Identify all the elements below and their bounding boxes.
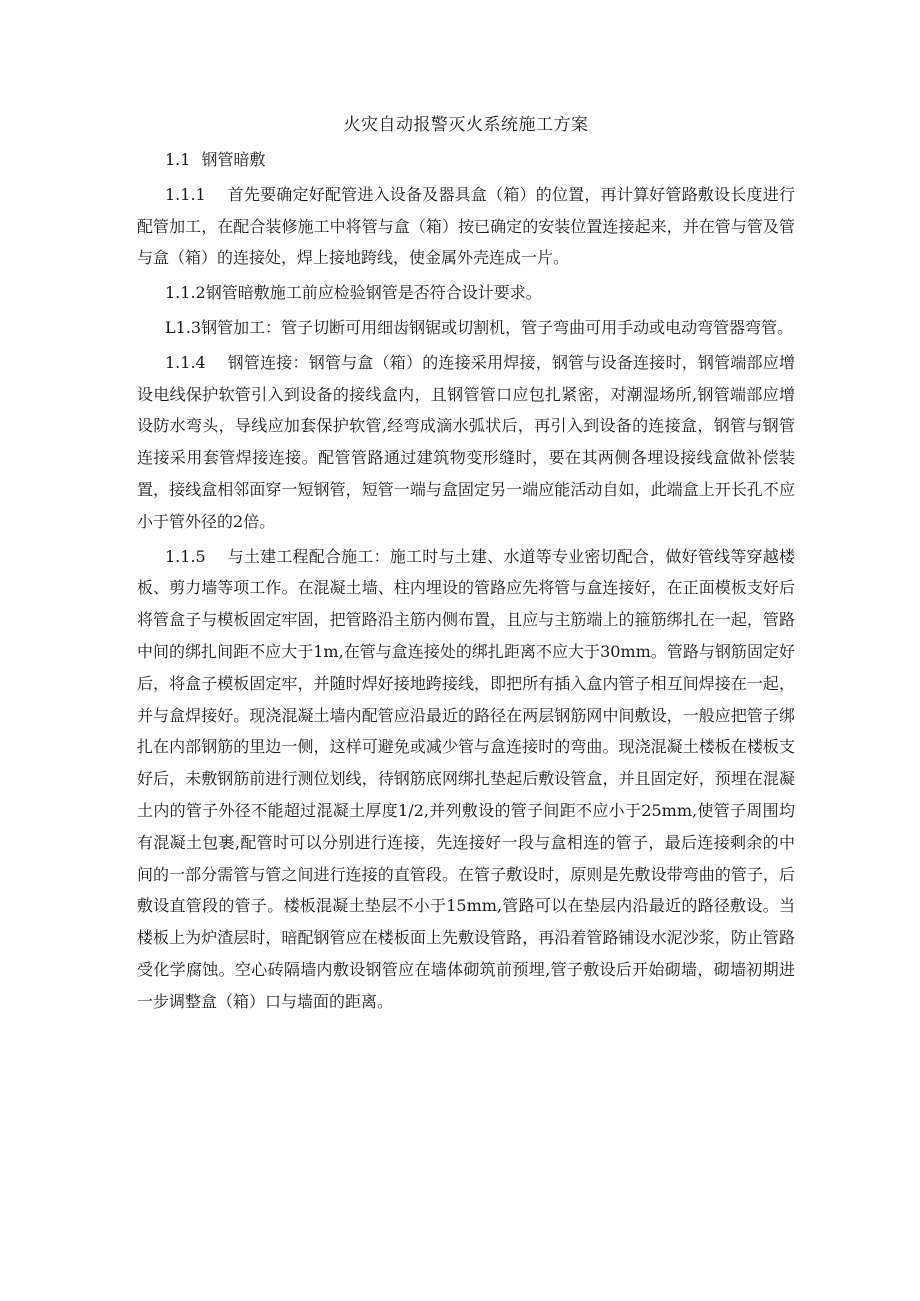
paragraph-number: 1.1.1 — [165, 184, 206, 204]
paragraph-text: 钢管加工：管子切断可用细齿钢锯或切割机，管子弯曲可用手动或电动弯管器弯管。 — [201, 317, 794, 337]
section-heading-text: 钢管暗敷 — [201, 150, 266, 169]
section-heading — [137, 144, 795, 176]
paragraph-text: 首先要确定好配管进入设备及器具盒（箱）的位置，再计算好管路敷设长度进行配管加工，在配合装修施工中将管与盒（箱）按已确定的安装位置连接起来，并在管与管及管与盒（箱）的连接处，焊上接地跨线，使金属外壳连成一片。 — [137, 184, 795, 268]
document-page — [137, 110, 795, 1018]
paragraph-number: 1.1.2 — [165, 283, 206, 303]
section-number: 1.1 — [165, 150, 191, 169]
paragraph-1-1-2 — [137, 277, 795, 309]
paragraph-1-1-1 — [137, 179, 795, 274]
paragraph-number: L1.3 — [165, 317, 202, 337]
paragraph-1-1-4 — [137, 347, 795, 538]
document-title: 火灾自动报警灭火系统施工方案 — [343, 115, 589, 135]
paragraph-text: 钢管暗敷施工前应检验钢管是否符合设计要求。 — [205, 283, 542, 303]
paragraph-number: 1.1.5 — [165, 546, 206, 566]
paragraph-1-1-5 — [137, 541, 795, 1018]
paragraph-text: 与土建工程配合施工：施工时与土建、水道等专业密切配合，做好管线等穿越楼板、剪力墙等项工作。在混凝土墙、柱内埋设的管路应先将管与盒连接好，在正面模板支好后将管盒子与模板固定牢固，把管路沿主筋内侧布置，且应与主筋端上的箍筋绑扎在一起，管路中间的绑扎间距不应大于1m,在管与盒连接处的绑扎距离不应大于30mm。管路与钢筋固定好后，将盒子模板固定牢，并随时焊好接地跨接线，即把所有插入盒内管子相互间焊接在一起，并与盒焊接好。现浇混凝土墙内配管应沿最近的路径在两层钢筋网中间敷设，一般应把管子绑扎在内部钢筋的里边一侧，这样可避免或减少管与盒连接时的弯曲。现浇混凝土楼板在楼板支好后，未敷钢筋前进行测位划线，待钢筋底网绑扎垫起后敷设管盒，并且固定好，预埋在混凝土内的管子外径不能超过混凝土厚度1/2,并列敷设的管子间距不应小于25mm,使管子周围均有混凝土包裹,配管时可以分别进行连接，先连接好一段与盒相连的管子，最后连接剩余的中间的一部分需管与管之间进行连接的直管段。在管子敷设时，原则是先敷设带弯曲的管子，后敷设直管段的管子。楼板混凝土垫层不小于15mm,管路可以在垫层内沿最近的路径敷设。当楼板上为炉渣层时，暗配钢管应在楼板面上先敷设管路，再沿着管路铺设水泥沙浆，防止管路受化学腐蚀。空心砖隔墙内敷设钢管应在墙体砌筑前预埋,管子敷设后开始砌墙，砌墙初期进一步调整盒（箱）口与墙面的距离。 — [137, 546, 795, 1011]
paragraph-1-1-3 — [137, 312, 795, 344]
paragraph-text: 钢管连接：钢管与盒（箱）的连接采用焊接，钢管与设备连接时，钢管端部应增设电线保护软管引入到设备的接线盒内，且钢管管口应包扎紧密，对潮湿场所,钢管端部应增设防水弯头，导线应加套保护软管,经弯成滴水弧状后，再引入到设备的连接盒，钢管与钢管连接采用套管焊接连接。配管管路通过建筑物变形缝时，要在其两侧各埋设接线盒做补偿装置，接线盒相邻面穿一短钢管，短管一端与盒固定另一端应能活动自如，此端盒上开长孔不应小于管外径的2倍。 — [137, 352, 795, 531]
paragraph-number: 1.1.4 — [165, 352, 206, 372]
